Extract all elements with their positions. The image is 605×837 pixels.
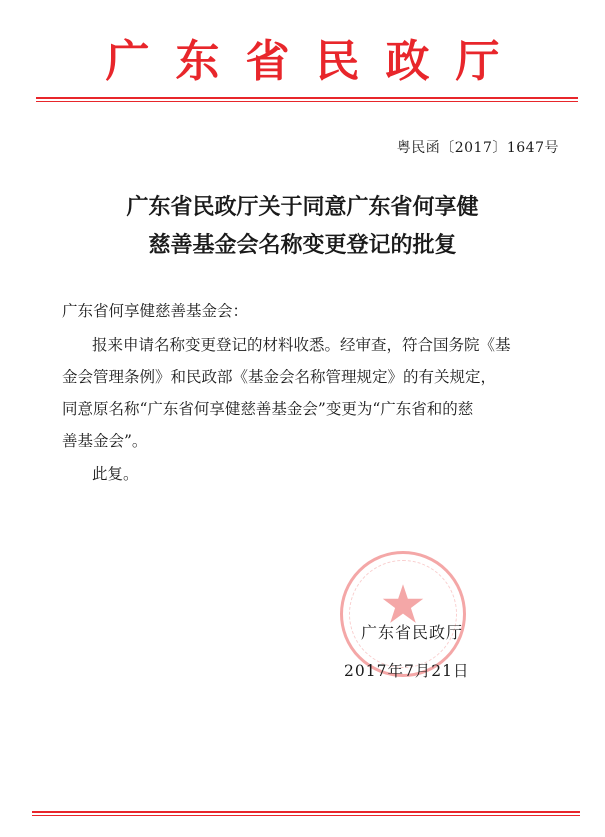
- document-number: 粤民函〔2017〕1647号: [396, 140, 559, 156]
- letterhead-divider-thin: [36, 101, 578, 102]
- closing-text: 此复。: [92, 465, 139, 483]
- document-title-line2: 慈善基金会名称变更登记的批复: [148, 233, 457, 258]
- addressee: 广东省何享健慈善基金会：: [62, 302, 249, 320]
- body-line-4: 善基金会”。: [62, 432, 148, 450]
- letterhead-title: 广东省民政厅: [105, 36, 526, 87]
- signature-date: 2017年7月21日: [344, 662, 470, 680]
- footer-divider-thin: [32, 815, 580, 816]
- footer-divider: [32, 811, 580, 813]
- body-line-3: 同意原名称“广东省何享健慈善基金会”变更为“广东省和的慈: [62, 400, 474, 418]
- body-line-1: 报来申请名称变更登记的材料收悉。经审查，符合国务院《基: [92, 336, 511, 354]
- signature-organization: 广东省民政厅: [361, 623, 464, 642]
- letterhead-divider: [36, 97, 578, 99]
- document-title-line1: 广东省民政厅关于同意广东省何享健: [126, 195, 479, 220]
- body-line-2: 金会管理条例》和民政部《基金会名称管理规定》的有关规定，: [62, 368, 497, 386]
